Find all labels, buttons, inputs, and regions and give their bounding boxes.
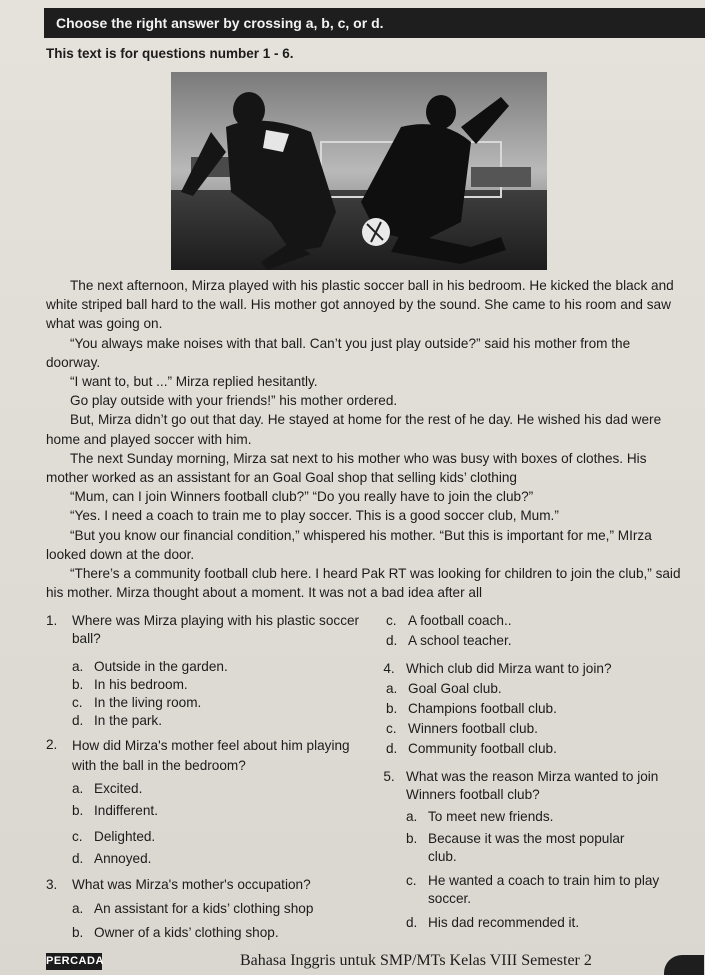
option-c[interactable]: c. He wanted a coach to train him to play [406, 873, 660, 888]
story-text [46, 276, 686, 602]
questions-left-column [46, 612, 364, 942]
question-4 [372, 660, 702, 758]
option-d[interactable]: d. In the park. [72, 713, 163, 728]
questions-right-column [372, 612, 702, 932]
story-paragraph: The next afternoon, Mirza played with his plastic soccer ball in his bedroom. He kicked the black and white striped ball hard to the wall. His mother got annoyed by the sound. She came to his room and saw what was going on. [46, 278, 674, 332]
story-paragraph: “I want to, but ...” Mirza replied hesitantly. [70, 374, 318, 390]
question-1 [46, 612, 364, 730]
option-c-continued: soccer. [428, 891, 472, 906]
option-d[interactable]: d. Community football club. [386, 741, 557, 756]
option-c[interactable]: c. In the living room. [72, 695, 202, 710]
option-d[interactable]: d. A school teacher. [386, 633, 512, 648]
story-paragraph: Go play outside with your friends!” his mother ordered. [70, 393, 398, 409]
story-paragraph: But, Mirza didn’t go out that day. He stayed at home for the rest of he day. He wished his dad were home and played soccer with him. [46, 412, 662, 447]
option-c[interactable]: c. A football coach.. [386, 613, 512, 628]
option-c[interactable]: c. Delighted. [72, 829, 156, 844]
option-b[interactable]: b. Champions football club. [386, 701, 557, 716]
option-a[interactable]: a. Excited. [72, 781, 143, 796]
story-paragraph: The next Sunday morning, Mirza sat next to his mother who was busy with boxes of clothes. His mother worked as an assistant for an Goal Goal shop that selling kids’ clothing [46, 450, 647, 486]
publisher-logo: PERCADA [46, 953, 102, 970]
question-5 [372, 768, 702, 932]
soccer-players-illustration [171, 72, 547, 270]
option-b[interactable]: b. Owner of a kids’ clothing shop. [72, 925, 279, 940]
question-number: 3. [46, 877, 58, 892]
question-number: 2. [46, 737, 58, 752]
question-2 [46, 736, 364, 868]
option-b[interactable]: b. Because it was the most popular [406, 831, 625, 846]
question-number: 1. [46, 613, 58, 628]
story-paragraph: “But you know our financial condition,” whispered his mother. “But this is important for me,” MIrza looked down at the door. [46, 527, 652, 562]
question-text: How did Mirza's mother feel about him playing with the ball in the bedroom? [72, 738, 350, 773]
option-d[interactable]: d. Annoyed. [72, 851, 152, 866]
page-footer [40, 942, 705, 975]
question-text: What was Mirza's mother's occupation? [72, 877, 311, 892]
option-a[interactable]: a. Outside in the garden. [72, 659, 228, 674]
story-paragraph: “Yes. I need a coach to train me to play soccer. This is a good soccer club, Mum.” [70, 508, 559, 524]
story-paragraph: “Mum, can I join Winners football club?” “Do you really have to join the club?” [70, 489, 534, 505]
intro-text: This text is for questions number 1 - 6. [46, 46, 294, 61]
book-title: Bahasa Inggris untuk SMP/MTs Kelas VIII Semester 2 [240, 952, 592, 969]
question-text: What was the reason Mirza wanted to join [406, 769, 659, 784]
page-corner-tab [664, 955, 704, 975]
question-number: 5. [383, 769, 395, 784]
question-text-continued: Winners football club? [406, 787, 540, 802]
instruction-banner: Choose the right answer by crossing a, b, c, or d. [44, 8, 705, 38]
soccer-photo [171, 72, 547, 270]
option-d[interactable]: d. His dad recommended it. [406, 915, 580, 930]
option-c[interactable]: c. Winners football club. [386, 721, 538, 736]
option-a[interactable]: a. To meet new friends. [406, 809, 554, 824]
option-a[interactable]: a. Goal Goal club. [386, 681, 502, 696]
story-paragraph: “You always make noises with that ball. Can’t you just play outside?” said his mother from the doorway. [46, 335, 631, 370]
option-a[interactable]: a. An assistant for a kids’ clothing shop [72, 901, 314, 916]
option-b-continued: club. [428, 849, 457, 864]
option-b[interactable]: b. Indifferent. [72, 803, 158, 818]
option-b[interactable]: b. In his bedroom. [72, 677, 188, 692]
question-number: 4. [383, 661, 395, 676]
question-3 [46, 876, 364, 942]
question-text: Which club did Mirza want to join? [406, 661, 612, 676]
question-text: Where was Mirza playing with his plastic soccer ball? [72, 613, 360, 646]
story-paragraph: “There’s a community football club here. I heard Pak RT was looking for children to join the club,” said his mother. Mirza thought about a moment. It was not a bad idea after all [46, 566, 681, 601]
